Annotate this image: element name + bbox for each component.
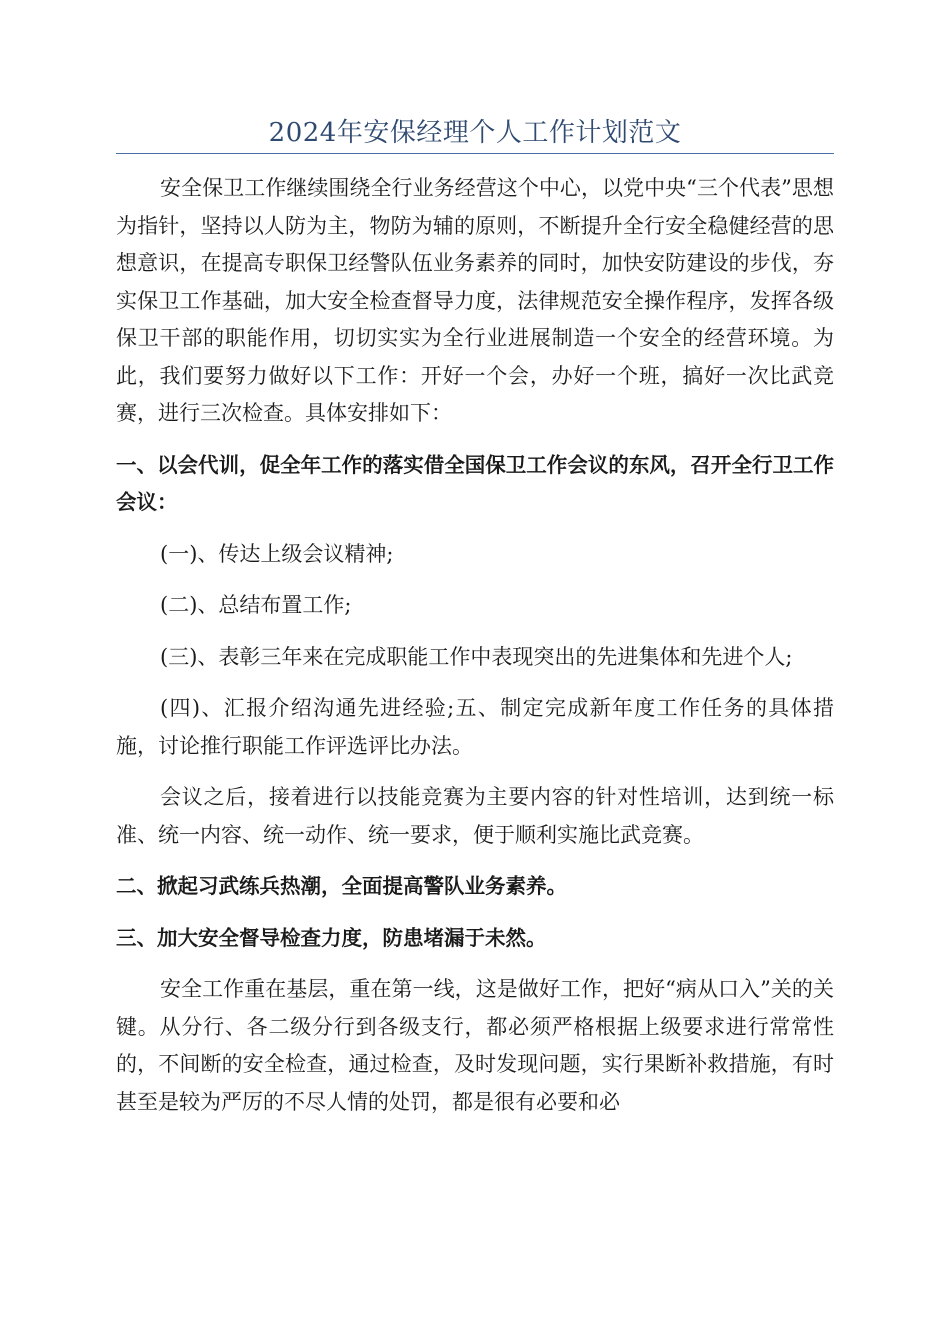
section-heading-3: 三、加大安全督导检查力度，防患堵漏于未然。 bbox=[116, 925, 547, 950]
title-underline bbox=[116, 153, 834, 154]
inspection-paragraph: 安全工作重在基层，重在第一线，这是做好工作，把好“病从口入”关的关键。从分行、各二级分行到各级支行，都必须严格根据上级要求进行常常性的，不间断的安全检查，通过检查，及时发现问题，实行果断补救措施，有时甚至是较为严厉的不尽人情的处罚，都是很有必要和必 bbox=[116, 977, 834, 1114]
list-item-4: (四)、汇报介绍沟通先进经验;五、制定完成新年度工作任务的具体措施，讨论推行职能工作评选评比办法。 bbox=[116, 696, 834, 758]
list-item-1: (一)、传达上级会议精神; bbox=[160, 541, 394, 566]
list-item-3: (三)、表彰三年来在完成职能工作中表现突出的先进集体和先进个人; bbox=[160, 644, 793, 669]
section-heading-1: 一、以会代训，促全年工作的落实借全国保卫工作会议的东风，召开全行卫工作会议： bbox=[116, 452, 834, 514]
section-heading-2: 二、掀起习武练兵热潮，全面提高警队业务素养。 bbox=[116, 874, 567, 898]
document-body bbox=[116, 170, 834, 1121]
intro-paragraph: 安全保卫工作继续围绕全行业务经营这个中心，以党中央“三个代表”思想为指针，坚持以人防为主，物防为辅的原则，不断提升全行安全稳健经营的思想意识，在提高专职保卫经警队伍业务素养的同时，加快安防建设的步伐，夯实保卫工作基础，加大安全检查督导力度，法律规范安全操作程序，发挥各级保卫干部的职能作用，切切实实为全行业进展制造一个安全的经营环境。为此，我们要努力做好以下工作：开好一个会，办好一个班，搞好一次比武竞赛，进行三次检查。具体安排如下： bbox=[116, 176, 834, 425]
document-title: 2024年安保经理个人工作计划范文 bbox=[268, 118, 682, 148]
training-paragraph: 会议之后，接着进行以技能竞赛为主要内容的针对性培训，达到统一标准、统一内容、统一动作、统一要求，便于顺利实施比武竞赛。 bbox=[116, 785, 834, 847]
list-item-2: (二)、总结布置工作; bbox=[160, 593, 352, 617]
